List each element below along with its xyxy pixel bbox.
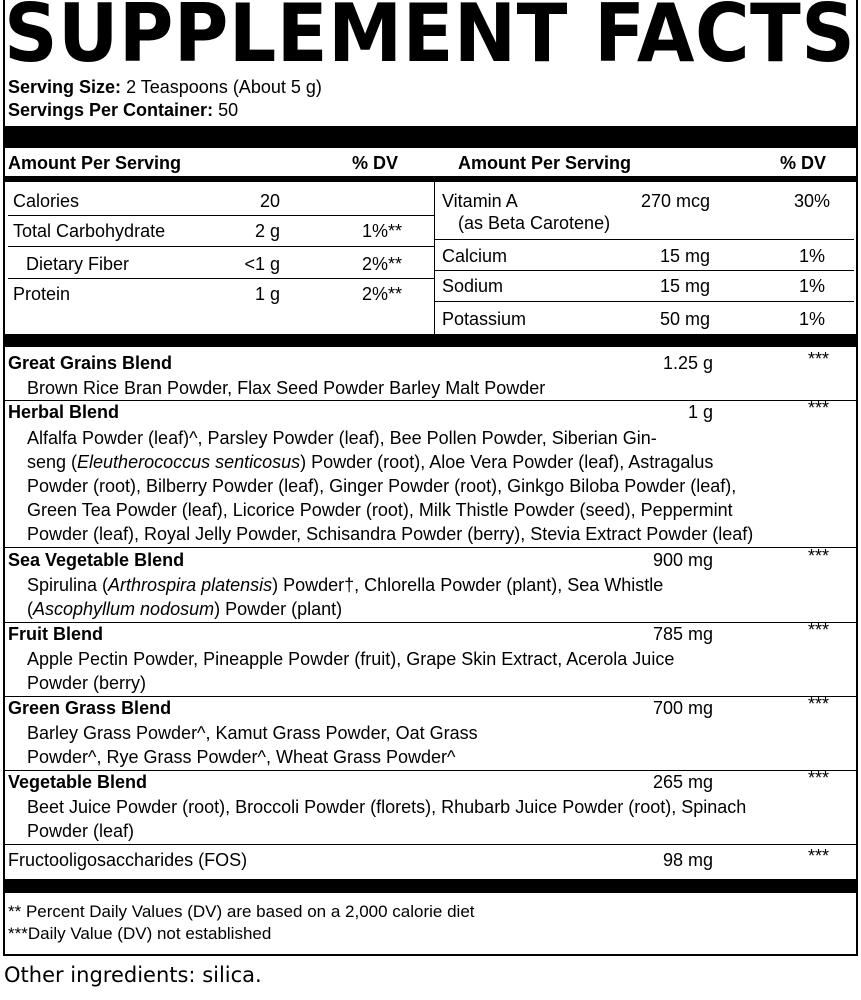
- blend-ingredients-part: ) Powder (plant): [214, 599, 343, 619]
- blend-ingredients: [27, 598, 342, 620]
- blend-ingredients-part: Spirulina (: [27, 575, 109, 595]
- blend-dv: ***: [808, 546, 830, 566]
- thick-divider-top: [3, 126, 858, 148]
- nutrient-name: Total Carbohydrate: [13, 221, 166, 241]
- blend-ingredients-part: ) Powder†, Chlorella Powder (plant), Sea Whistle: [272, 575, 664, 595]
- servings-per-container-line: [8, 99, 238, 121]
- blend-ingredients-part: seng (: [27, 452, 78, 472]
- blend-name: Great Grains Blend: [8, 353, 173, 373]
- servings-per-container-value: 50: [218, 100, 239, 120]
- nutrient-amount: 15 mg: [659, 276, 710, 296]
- blend-ingredients: Beet Juice Powder (root), Broccoli Powder (florets), Rhubarb Juice Powder (root), Spinach: [27, 797, 747, 817]
- nutrient-amount: 15 mg: [659, 246, 710, 266]
- blend-ingredients: [27, 574, 663, 596]
- blend-ingredients: Apple Pectin Powder, Pineapple Powder (fruit), Grape Skin Extract, Acerola Juice: [27, 649, 675, 669]
- blend-ingredients: Powder^, Rye Grass Powder^, Wheat Grass Powder^: [27, 747, 456, 767]
- right-amount-header: Amount Per Serving: [458, 153, 632, 173]
- serving-size-value: 2 Teaspoons (About 5 g): [126, 77, 322, 97]
- blend-ingredients: Barley Grass Powder^, Kamut Grass Powder, Oat Grass: [27, 723, 478, 743]
- nutrient-name: Calcium: [442, 246, 508, 266]
- blend-amount: 1.25 g: [662, 353, 713, 373]
- nutrient-name: Protein: [13, 284, 71, 304]
- nutrient-dv: 1%**: [362, 221, 403, 241]
- left-amount-header: Amount Per Serving: [8, 153, 182, 173]
- row-divider: [5, 622, 856, 623]
- blend-name: Vegetable Blend: [8, 772, 148, 792]
- blend-name: Herbal Blend: [8, 402, 120, 422]
- blend-ingredients: Brown Rice Bran Powder, Flax Seed Powder Barley Malt Powder: [27, 378, 546, 398]
- footnote-dv: ** Percent Daily Values (DV) are based on a 2,000 calorie diet: [8, 902, 475, 921]
- blend-amount: 900 mg: [652, 550, 713, 570]
- blend-ingredients-part: (: [27, 599, 33, 619]
- serving-size-label: Serving Size:: [8, 77, 122, 97]
- fos-name: Fructooligosaccharides (FOS): [8, 850, 248, 870]
- row-divider: [8, 278, 434, 279]
- row-divider: [5, 547, 856, 548]
- servings-per-container-label: Servings Per Container:: [8, 100, 214, 120]
- column-divider: [434, 182, 435, 334]
- blend-dv: ***: [808, 398, 830, 418]
- latin-name: Eleutherococcus senticosus: [77, 452, 301, 472]
- nutrient-dv: 1%: [798, 276, 825, 296]
- nutrient-sub: (as Beta Carotene): [458, 213, 611, 233]
- panel-title: SUPPLEMENT FACTS: [4, 0, 856, 80]
- nutrient-amount: 20: [259, 191, 280, 211]
- nutrient-name: Dietary Fiber: [26, 254, 130, 274]
- fos-amount: 98 mg: [662, 850, 713, 870]
- blend-ingredients: Powder (root), Bilberry Powder (leaf), Ginger Powder (root), Ginkgo Biloba Powder (leaf),: [27, 476, 737, 496]
- blend-name: Sea Vegetable Blend: [8, 550, 185, 570]
- header-divider: [3, 176, 858, 182]
- blend-dv: ***: [808, 694, 830, 714]
- blend-dv: ***: [808, 768, 830, 788]
- row-divider: [434, 301, 854, 302]
- blend-ingredients: Powder (leaf), Royal Jelly Powder, Schisandra Powder (berry), Stevia Extract Powder (leaf): [27, 524, 754, 544]
- row-divider: [8, 215, 434, 216]
- blend-ingredients: Powder (leaf): [27, 821, 135, 841]
- thick-divider-mid: [3, 334, 858, 347]
- nutrient-dv: 30%: [793, 191, 830, 211]
- nutrient-dv: 1%: [798, 309, 825, 329]
- nutrient-name: Potassium: [442, 309, 527, 329]
- blend-amount: 785 mg: [652, 624, 713, 644]
- row-divider: [5, 844, 856, 845]
- blend-dv: ***: [808, 349, 830, 369]
- blend-name: Green Grass Blend: [8, 698, 172, 718]
- blend-ingredients-part: ) Powder (root), Aloe Vera Powder (leaf), Astragalus: [300, 452, 714, 472]
- row-divider: [434, 239, 854, 240]
- latin-name: Ascophyllum nodosum: [33, 599, 215, 619]
- blend-ingredients: [27, 451, 713, 473]
- nutrient-name: Vitamin A: [442, 191, 518, 211]
- blend-ingredients: Powder (berry): [27, 673, 147, 693]
- row-divider: [434, 270, 854, 271]
- nutrient-amount: <1 g: [244, 254, 280, 274]
- footnote-not-established: ***Daily Value (DV) not established: [8, 924, 272, 943]
- thick-divider-bottom: [3, 879, 858, 893]
- latin-name: Arthrospira platensis: [108, 575, 273, 595]
- blend-dv: ***: [808, 620, 830, 640]
- left-dv-header: % DV: [352, 153, 399, 173]
- other-ingredients: Other ingredients: silica.: [4, 963, 262, 987]
- row-divider: [5, 400, 856, 401]
- nutrient-amount: 1 g: [254, 284, 280, 304]
- blend-ingredients: Alfalfa Powder (leaf)^, Parsley Powder (leaf), Bee Pollen Powder, Siberian Gin-: [27, 428, 657, 448]
- blend-ingredients: Green Tea Powder (leaf), Licorice Powder (root), Milk Thistle Powder (seed), Peppermint: [27, 500, 733, 520]
- blend-amount: 265 mg: [652, 772, 713, 792]
- blend-name: Fruit Blend: [8, 624, 103, 644]
- nutrient-dv: 1%: [798, 246, 825, 266]
- nutrient-dv: 2%**: [362, 284, 403, 304]
- blend-amount: 700 mg: [652, 698, 713, 718]
- nutrient-name: Sodium: [442, 276, 504, 296]
- serving-size-line: [8, 76, 322, 98]
- nutrient-amount: 50 mg: [659, 309, 710, 329]
- nutrient-amount: 270 mcg: [640, 191, 710, 211]
- fos-dv: ***: [808, 846, 830, 866]
- nutrient-name: Calories: [13, 191, 80, 211]
- nutrient-dv: 2%**: [362, 254, 403, 274]
- right-dv-header: % DV: [780, 153, 827, 173]
- blend-amount: 1 g: [687, 402, 713, 422]
- row-divider: [8, 246, 434, 247]
- nutrient-amount: 2 g: [254, 221, 280, 241]
